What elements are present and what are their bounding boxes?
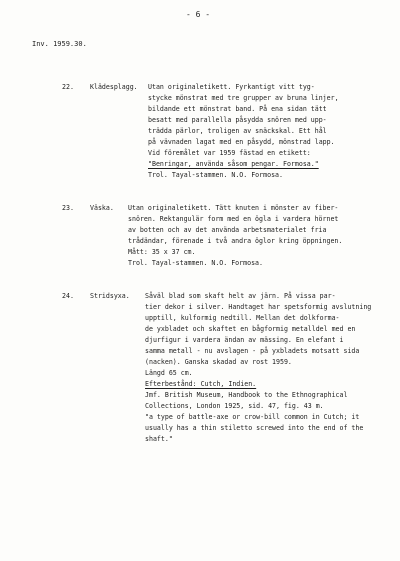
entry-line: stycke mönstrat med tre grupper av bruna linjer,	[148, 94, 339, 102]
entry-number: 23.	[62, 204, 74, 212]
entry-line: av botten och av det använda arbetsmaterialet fria	[128, 226, 327, 234]
entry-number: 22.	[62, 83, 74, 91]
entry-line: Såväl blad som skaft helt av järn. På vissa par-	[145, 292, 336, 300]
entry-line: på vävnaden lagat med en påsydd, mönstrad lapp.	[148, 138, 335, 146]
entry-line: Mått: 35 x 37 cm.	[128, 248, 196, 256]
entry-line: tier dekor i silver. Handtaget har spetsformig avslutning	[145, 303, 372, 311]
entry-line: "Benringar, använda såsom pengar. Formosa."	[148, 160, 319, 168]
entry-line: Längd 65 cm.	[145, 369, 193, 377]
entry-line: Trol. Tayal-stammen. N.O. Formosa.	[128, 259, 263, 267]
entry-heading: Klädesplagg.	[90, 83, 138, 91]
entry-line: upptill, kulformig nedtill. Mellan det dolkforma-	[145, 314, 340, 322]
entry-line: Utan originaletikett. Tätt knuten i mönster av fiber-	[128, 204, 339, 212]
entry-line: djurfigur i vardera ändan av mässing. En elefant i	[145, 336, 344, 344]
entry-line: Trol. Tayal-stammen. N.O. Formosa.	[148, 171, 283, 179]
entry-line: samma metall - nu avslagen - på yxbladets motsatt sida	[145, 347, 360, 355]
entry-line: Utan originaletikett. Fyrkantigt vitt tyg-	[148, 83, 315, 91]
inventory-number: Inv. 1959.30.	[32, 40, 87, 48]
entry-number: 24.	[62, 292, 74, 300]
entry-line: "a type of battle-axe or crow-bill common in Cutch; it	[145, 413, 360, 421]
entry-heading: Stridsyxa.	[90, 292, 130, 300]
entry-line: Efterbestånd: Cutch, Indien.	[145, 380, 257, 388]
entry-line: Jmf. British Museum, Handbook to the Ethnographical	[145, 391, 348, 399]
entry-line: (nacken). Ganska skadad av rost 1959.	[145, 358, 292, 366]
entry-line: Vid föremålet var 1959 fästad en etikett:	[148, 149, 311, 157]
entry-line: bildande ett mönstrat band. På ena sidan tätt	[148, 105, 327, 113]
entry-line: Collections, London 1925, sid. 47, fig. 43 m.	[145, 402, 324, 410]
entry-line: trådändar, förenade i två andra öglor kring öppningen.	[128, 237, 343, 245]
entry-line: shaft."	[145, 435, 173, 443]
entry-line: trädda pärlor, troligen av snäckskal. Ett hål	[148, 127, 327, 135]
entry-line: de yxbladet och skaftet en bågformig metalldel med en	[145, 325, 356, 333]
page-number: - 6 -	[186, 10, 211, 19]
entry-line: besatt med parallella påsydda snören med upp-	[148, 116, 327, 124]
entry-heading: Väska.	[90, 204, 114, 212]
entry-line: snören. Rektangulär form med en ögla i vardera hörnet	[128, 215, 339, 223]
entry-line: usually has a thin stiletto screwed into the end of the	[145, 424, 364, 432]
